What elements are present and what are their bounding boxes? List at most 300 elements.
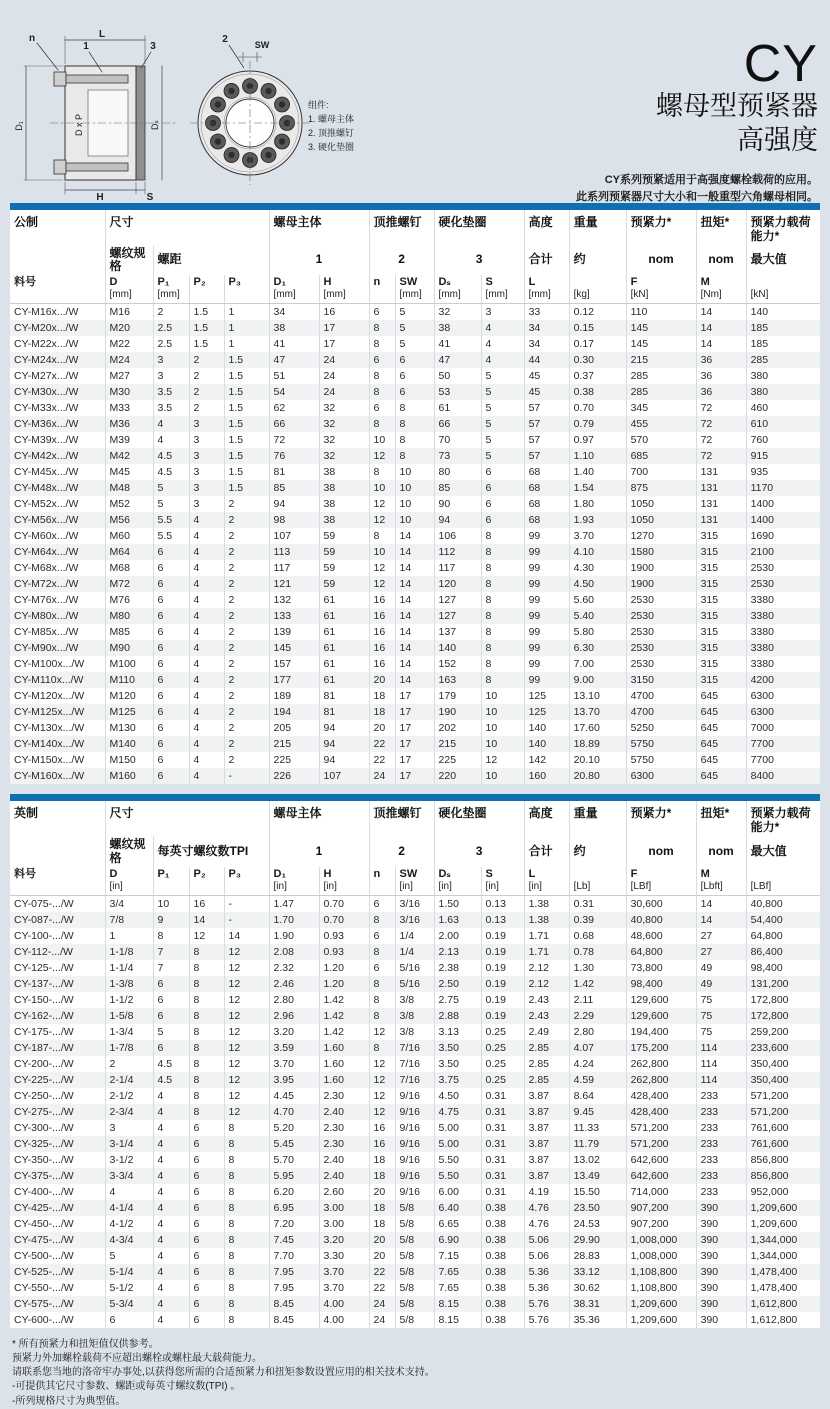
value-cell: 1.20 xyxy=(319,976,369,992)
value-cell: 5/8 xyxy=(395,1200,434,1216)
cross-section-view xyxy=(14,29,178,202)
value-cell: 10 xyxy=(481,688,524,704)
value-cell: 4 xyxy=(153,1136,189,1152)
part-number-cell: CY-475-.../W xyxy=(10,1232,105,1248)
value-cell: 3.87 xyxy=(524,1104,569,1120)
value-cell: 7.20 xyxy=(269,1216,319,1232)
value-cell: 68 xyxy=(524,480,569,496)
value-cell: 8 xyxy=(481,624,524,640)
table-row xyxy=(10,464,820,480)
value-cell: 10 xyxy=(395,464,434,480)
value-cell: 12 xyxy=(369,560,395,576)
value-cell: 76 xyxy=(269,448,319,464)
value-cell: 5.36 xyxy=(524,1280,569,1296)
value-cell: 4.59 xyxy=(569,1072,626,1088)
legend-title: 组件: xyxy=(308,100,329,110)
value-cell: 5.36 xyxy=(524,1264,569,1280)
value-cell: 0.31 xyxy=(481,1136,524,1152)
value-cell: 2.40 xyxy=(319,1104,369,1120)
value-cell: 6 xyxy=(153,672,189,688)
value-cell: 6 xyxy=(189,1168,224,1184)
value-cell: 8.15 xyxy=(434,1312,481,1328)
value-cell: 6300 xyxy=(750,690,774,703)
part-number-cell: CY-M125x.../W xyxy=(10,704,105,720)
value-cell: 30.62 xyxy=(569,1280,626,1296)
value-cell: 3.70 xyxy=(569,528,626,544)
value-cell: 8 xyxy=(395,416,434,432)
value-cell: 27 xyxy=(696,928,746,944)
value-cell: 6 xyxy=(369,352,395,368)
value-cell: 53 xyxy=(434,384,481,400)
value-cell: 4.70 xyxy=(269,1104,319,1120)
value-cell: 571,200 xyxy=(750,1105,789,1118)
value-cell: 2100 xyxy=(750,546,774,559)
value-cell: 14 xyxy=(224,928,269,944)
value-cell: 6 xyxy=(395,384,434,400)
value-cell: 98,400 xyxy=(626,976,696,992)
column-group-header: 螺距 xyxy=(153,245,269,276)
value-cell: 54,400 xyxy=(750,913,783,926)
value-cell: 5 xyxy=(395,304,434,321)
part-number-cell: CY-M140x.../W xyxy=(10,736,105,752)
value-cell: 11.79 xyxy=(569,1136,626,1152)
value-cell: M90 xyxy=(105,640,153,656)
value-cell: 5 xyxy=(105,1248,153,1264)
value-cell: 6 xyxy=(153,608,189,624)
value-cell: 571,200 xyxy=(750,1089,789,1102)
column-header: n xyxy=(369,275,395,304)
value-cell: 99 xyxy=(524,592,569,608)
value-cell: 4.5 xyxy=(153,464,189,480)
value-cell: 75 xyxy=(696,1008,746,1024)
value-cell: - xyxy=(224,895,269,912)
value-cell: 49 xyxy=(696,960,746,976)
value-cell: 14 xyxy=(696,336,746,352)
column-group-header: nom xyxy=(696,245,746,276)
value-cell: 59 xyxy=(319,544,369,560)
page-header xyxy=(0,0,830,203)
table-row xyxy=(10,544,820,560)
value-cell: 4700 xyxy=(626,704,696,720)
value-cell: 3.5 xyxy=(153,400,189,416)
value-cell: 163 xyxy=(434,672,481,688)
column-header: P₁ [mm] xyxy=(153,275,189,304)
column-group-header: nom xyxy=(696,836,746,867)
column-group-header: 最大值 xyxy=(746,245,820,276)
value-cell: 6 xyxy=(153,640,189,656)
footnote-line: * 所有预紧力和扭矩值仅供参考。 xyxy=(12,1338,159,1350)
value-cell: 455 xyxy=(626,416,696,432)
value-cell: 4.50 xyxy=(569,576,626,592)
value-cell: 16 xyxy=(369,1120,395,1136)
value-cell: 2530 xyxy=(750,578,774,591)
value-cell: 22 xyxy=(369,752,395,768)
value-cell: 10 xyxy=(369,544,395,560)
value-cell: 61 xyxy=(319,624,369,640)
value-cell: 4700 xyxy=(626,688,696,704)
value-cell: 8 xyxy=(224,1248,269,1264)
value-cell: 1.38 xyxy=(524,912,569,928)
column-group-header: 预紧力载荷能力* xyxy=(746,210,820,245)
part-number-cell: CY-187-.../W xyxy=(10,1040,105,1056)
value-cell: 1-3/4 xyxy=(105,1024,153,1040)
value-cell: 0.19 xyxy=(481,928,524,944)
value-cell: 1.5 xyxy=(224,368,269,384)
value-cell: 6 xyxy=(369,960,395,976)
value-cell: 5 xyxy=(481,416,524,432)
value-cell: 86,400 xyxy=(750,945,783,958)
value-cell: 8 xyxy=(369,992,395,1008)
value-cell: 645 xyxy=(696,736,746,752)
value-cell: 4 xyxy=(481,336,524,352)
value-cell: 16 xyxy=(369,592,395,608)
value-cell: 0.13 xyxy=(481,895,524,912)
value-cell: 172,800 xyxy=(750,993,789,1006)
value-cell: 12 xyxy=(369,1104,395,1120)
value-cell: 20.10 xyxy=(569,752,626,768)
page-title: 螺母型预紧器 xyxy=(656,91,818,121)
value-cell: 14 xyxy=(696,304,746,321)
value-cell: 1.40 xyxy=(569,464,626,480)
value-cell: 16 xyxy=(369,1136,395,1152)
value-cell: 27 xyxy=(696,944,746,960)
value-cell: 81 xyxy=(269,464,319,480)
value-cell: 40,800 xyxy=(750,897,783,910)
value-cell: 6.20 xyxy=(269,1184,319,1200)
column-header: n xyxy=(369,867,395,896)
value-cell: 2 xyxy=(105,1056,153,1072)
value-cell: 0.19 xyxy=(481,1008,524,1024)
part-number-cell: CY-087-.../W xyxy=(10,912,105,928)
value-cell: 8 xyxy=(224,1136,269,1152)
value-cell: 114 xyxy=(696,1040,746,1056)
dim-label-SW: SW xyxy=(254,40,270,50)
part-label-1: 1 xyxy=(83,41,89,52)
value-cell: 5.76 xyxy=(524,1296,569,1312)
table-row xyxy=(10,576,820,592)
part-number-cell: CY-500-.../W xyxy=(10,1248,105,1264)
table-row xyxy=(10,480,820,496)
table-row xyxy=(10,368,820,384)
value-cell: 8 xyxy=(481,640,524,656)
value-cell: M125 xyxy=(105,704,153,720)
value-cell: 9 xyxy=(153,912,189,928)
dim-label-n: n xyxy=(28,33,36,44)
value-cell: 3/16 xyxy=(395,895,434,912)
column-header: H [in] xyxy=(319,867,369,896)
value-cell: 390 xyxy=(696,1232,746,1248)
value-cell: 57 xyxy=(524,432,569,448)
value-cell: 1,209,600 xyxy=(626,1312,696,1328)
value-cell: 3380 xyxy=(750,594,774,607)
value-cell: 54 xyxy=(269,384,319,400)
value-cell: 0.38 xyxy=(481,1232,524,1248)
value-cell: 1 xyxy=(224,320,269,336)
value-cell: 0.19 xyxy=(481,976,524,992)
table-row xyxy=(10,976,820,992)
value-cell: 48,600 xyxy=(626,928,696,944)
value-cell: 6 xyxy=(105,1312,153,1328)
value-cell: 11.33 xyxy=(569,1120,626,1136)
value-cell: 2 xyxy=(189,400,224,416)
value-cell: 5-3/4 xyxy=(105,1296,153,1312)
value-cell: 4 xyxy=(189,688,224,704)
value-cell: 8 xyxy=(224,1216,269,1232)
column-group-header: 尺寸 xyxy=(105,210,269,245)
value-cell: 4-1/2 xyxy=(105,1216,153,1232)
value-cell: 1400 xyxy=(750,498,774,511)
value-cell: 0.25 xyxy=(481,1072,524,1088)
value-cell: 6 xyxy=(369,304,395,321)
table-row xyxy=(10,384,820,400)
value-cell: 233 xyxy=(696,1168,746,1184)
value-cell: 1.30 xyxy=(569,960,626,976)
value-cell: 16 xyxy=(189,895,224,912)
table-row xyxy=(10,528,820,544)
column-header: F [LBf] xyxy=(626,867,696,896)
value-cell: 1.5 xyxy=(224,416,269,432)
value-cell: 4 xyxy=(189,608,224,624)
value-cell: 121 xyxy=(269,576,319,592)
column-group-header: 硬化垫圈 xyxy=(434,801,524,836)
value-cell: 0.13 xyxy=(481,912,524,928)
table-row xyxy=(10,1040,820,1056)
value-cell: 140 xyxy=(524,736,569,752)
value-cell: 8 xyxy=(369,528,395,544)
value-cell: 24 xyxy=(319,368,369,384)
value-cell: 14 xyxy=(395,656,434,672)
value-cell: 72 xyxy=(696,448,746,464)
value-cell: 262,800 xyxy=(626,1072,696,1088)
value-cell: 8.64 xyxy=(569,1088,626,1104)
value-cell: 142 xyxy=(524,752,569,768)
column-group-header: 每英寸螺纹数TPI xyxy=(153,836,269,867)
value-cell: 145 xyxy=(269,640,319,656)
column-group-header: 高度 xyxy=(524,801,569,836)
value-cell: 36 xyxy=(696,352,746,368)
value-cell: 189 xyxy=(269,688,319,704)
column-header: [kg] xyxy=(569,275,626,304)
title-block xyxy=(576,35,818,206)
value-cell: 81 xyxy=(319,704,369,720)
value-cell: 6.65 xyxy=(434,1216,481,1232)
value-cell: 99 xyxy=(524,672,569,688)
value-cell: 315 xyxy=(696,592,746,608)
table-row xyxy=(10,1216,820,1232)
value-cell: 28.83 xyxy=(569,1248,626,1264)
value-cell: 1.71 xyxy=(524,928,569,944)
value-cell: 7700 xyxy=(750,754,774,767)
value-cell: 1.5 xyxy=(224,352,269,368)
value-cell: 380 xyxy=(750,386,769,399)
column-header: [kN] xyxy=(746,275,820,304)
value-cell: 315 xyxy=(696,656,746,672)
part-number-cell: CY-M22x.../W xyxy=(10,336,105,352)
value-cell: 120 xyxy=(434,576,481,592)
value-cell: 4 xyxy=(189,592,224,608)
value-cell: 6 xyxy=(189,1296,224,1312)
value-cell: 23.50 xyxy=(569,1200,626,1216)
value-cell: 5/8 xyxy=(395,1248,434,1264)
value-cell: 14 xyxy=(696,320,746,336)
value-cell: 714,000 xyxy=(626,1184,696,1200)
value-cell: 2.11 xyxy=(569,992,626,1008)
value-cell: 6 xyxy=(369,895,395,912)
value-cell: - xyxy=(224,768,269,784)
jack-screw-socket-icon xyxy=(215,138,221,144)
value-cell: 2 xyxy=(224,688,269,704)
value-cell: 3.50 xyxy=(434,1056,481,1072)
value-cell: 1.90 xyxy=(269,928,319,944)
table-row xyxy=(10,960,820,976)
value-cell: 0.25 xyxy=(481,1040,524,1056)
value-cell: 13.10 xyxy=(569,688,626,704)
value-cell: 12 xyxy=(369,512,395,528)
value-cell: 99 xyxy=(524,640,569,656)
value-cell: 3 xyxy=(189,416,224,432)
column-header: P₁ xyxy=(153,867,189,896)
value-cell: 285 xyxy=(750,354,769,367)
value-cell: 20.80 xyxy=(569,768,626,784)
value-cell: 16 xyxy=(369,640,395,656)
column-group-header: 合计 xyxy=(524,836,569,867)
dim-label-H: H xyxy=(96,192,104,202)
column-group-header: 扭矩* xyxy=(696,210,746,245)
value-cell: 2 xyxy=(224,496,269,512)
value-cell: 4.75 xyxy=(434,1104,481,1120)
value-cell: 700 xyxy=(626,464,696,480)
table-row xyxy=(10,304,820,321)
column-header: H [mm] xyxy=(319,275,369,304)
value-cell: 107 xyxy=(269,528,319,544)
value-cell: 12 xyxy=(224,1072,269,1088)
table-row xyxy=(10,1104,820,1120)
value-cell: 8 xyxy=(189,1072,224,1088)
value-cell: 0.19 xyxy=(481,944,524,960)
value-cell: 2.29 xyxy=(569,1008,626,1024)
value-cell: 6 xyxy=(189,1200,224,1216)
value-cell: 8.45 xyxy=(269,1312,319,1328)
value-cell: - xyxy=(224,912,269,928)
value-cell: 6 xyxy=(153,992,189,1008)
value-cell: 4-3/4 xyxy=(105,1232,153,1248)
part-number-cell: CY-M42x.../W xyxy=(10,448,105,464)
value-cell: 7.95 xyxy=(269,1264,319,1280)
value-cell: 85 xyxy=(434,480,481,496)
table-row xyxy=(10,1072,820,1088)
part-number-cell: CY-M120x.../W xyxy=(10,688,105,704)
value-cell: 642,600 xyxy=(626,1152,696,1168)
value-cell: 7 xyxy=(153,944,189,960)
value-cell: 75 xyxy=(696,992,746,1008)
value-cell: 24 xyxy=(319,352,369,368)
legend-item: 1. 螺母主体 xyxy=(308,114,355,124)
value-cell: M16 xyxy=(105,304,153,321)
table-row xyxy=(10,608,820,624)
value-cell: 12 xyxy=(369,1088,395,1104)
value-cell: 8 xyxy=(189,1040,224,1056)
value-cell: 1,209,600 xyxy=(750,1217,798,1230)
value-cell: 428,400 xyxy=(626,1104,696,1120)
value-cell: 390 xyxy=(696,1264,746,1280)
table-row xyxy=(10,1232,820,1248)
value-cell: 0.39 xyxy=(569,912,626,928)
value-cell: 875 xyxy=(626,480,696,496)
value-cell: 12 xyxy=(224,992,269,1008)
value-cell: 1.42 xyxy=(569,976,626,992)
value-cell: 3/8 xyxy=(395,992,434,1008)
value-cell: 6 xyxy=(153,544,189,560)
value-cell: 3.20 xyxy=(269,1024,319,1040)
value-cell: 145 xyxy=(626,320,696,336)
value-cell: 3380 xyxy=(750,658,774,671)
value-cell: 17 xyxy=(395,736,434,752)
value-cell: 5/8 xyxy=(395,1216,434,1232)
column-group-header: 预紧力* xyxy=(626,210,696,245)
value-cell: 6 xyxy=(481,496,524,512)
value-cell: 2530 xyxy=(626,592,696,608)
table-row xyxy=(10,912,820,928)
column-group-header: 硬化垫圈 xyxy=(434,210,524,245)
value-cell: 2.80 xyxy=(269,992,319,1008)
table-row xyxy=(10,320,820,336)
value-cell: 0.25 xyxy=(481,1056,524,1072)
value-cell: 64,800 xyxy=(750,929,783,942)
dim-label-Ds: Dₛ xyxy=(150,120,160,130)
value-cell: 2.43 xyxy=(524,992,569,1008)
value-cell: 45 xyxy=(524,368,569,384)
value-cell: 18.89 xyxy=(569,736,626,752)
value-cell: 8 xyxy=(481,576,524,592)
value-cell: 66 xyxy=(269,416,319,432)
value-cell: 36 xyxy=(696,368,746,384)
value-cell: M76 xyxy=(105,592,153,608)
part-number-cell: CY-M130x.../W xyxy=(10,720,105,736)
value-cell: 14 xyxy=(189,912,224,928)
value-cell: 16 xyxy=(369,656,395,672)
value-cell: 22 xyxy=(369,1280,395,1296)
value-cell: M110 xyxy=(105,672,153,688)
value-cell: 4 xyxy=(153,416,189,432)
value-cell: 1.5 xyxy=(224,448,269,464)
value-cell: 157 xyxy=(269,656,319,672)
jack-screw-socket-icon xyxy=(228,152,234,158)
part-number-cell: CY-M76x.../W xyxy=(10,592,105,608)
table-row xyxy=(10,1264,820,1280)
imperial-table xyxy=(10,801,820,1327)
value-cell: 1.5 xyxy=(224,400,269,416)
value-cell: 12 xyxy=(224,944,269,960)
value-cell: 1.60 xyxy=(319,1056,369,1072)
footnote-line: -可提供其它尺寸参数、螺距或每英寸螺纹数(TPI) 。 xyxy=(12,1381,241,1393)
value-cell: 61 xyxy=(319,672,369,688)
value-cell: 6 xyxy=(189,1232,224,1248)
value-cell: M60 xyxy=(105,528,153,544)
value-cell: 1,209,600 xyxy=(626,1296,696,1312)
value-cell: 14 xyxy=(395,560,434,576)
value-cell: 2 xyxy=(224,736,269,752)
product-description xyxy=(576,172,818,206)
value-cell: 3.87 xyxy=(524,1088,569,1104)
table-row xyxy=(10,752,820,768)
value-cell: 5 xyxy=(153,1024,189,1040)
value-cell: 5/8 xyxy=(395,1232,434,1248)
value-cell: 390 xyxy=(696,1312,746,1328)
value-cell: 5 xyxy=(395,320,434,336)
column-header: Dₛ [mm] xyxy=(434,275,481,304)
value-cell: 38 xyxy=(319,464,369,480)
table-row xyxy=(10,416,820,432)
